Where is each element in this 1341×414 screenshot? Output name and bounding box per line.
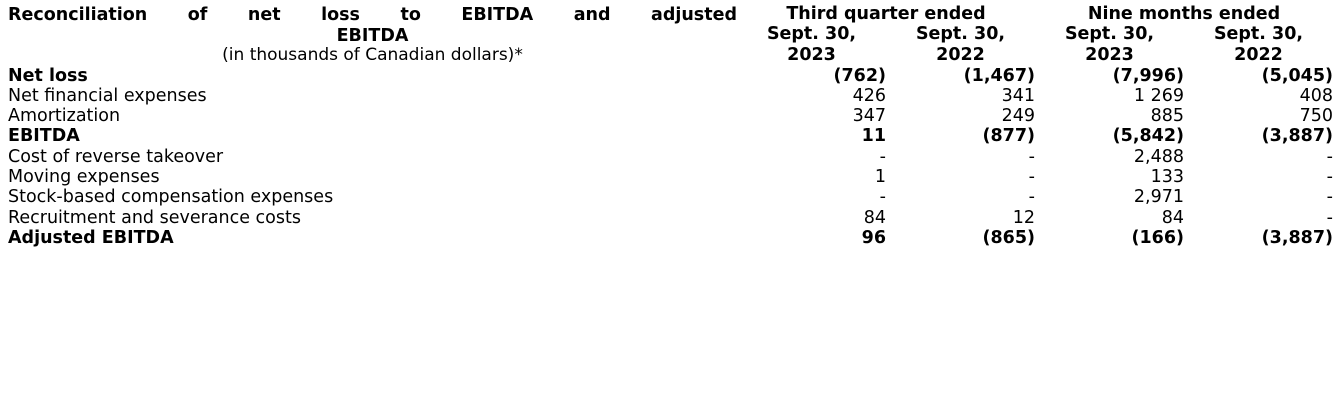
cell-stock-based-compensation-ytd-2022: - <box>1326 187 1333 208</box>
cell-net-loss-q3-2023: (762) <box>833 65 886 86</box>
table-row <box>8 86 1333 106</box>
column-header-ytd-2023 <box>1035 24 1184 65</box>
header-row-groups <box>8 4 1333 24</box>
cell-net-loss-ytd-2023: (7,996) <box>1112 65 1184 86</box>
row-label-net-loss: Net loss <box>8 65 88 86</box>
table-row <box>8 66 1333 86</box>
cell-ebitda-ytd-2022: (3,887) <box>1261 126 1333 147</box>
cell-moving-expenses-ytd-2023: 133 <box>1150 167 1184 188</box>
cell-cost-of-reverse-takeover-ytd-2022: - <box>1326 146 1333 167</box>
table-row <box>8 228 1333 248</box>
column-header-ytd-2022-line1: Sept. 30, <box>1213 24 1304 45</box>
cell-net-financial-expenses-q3-2023: 426 <box>852 85 886 106</box>
column-header-ytd-2022 <box>1184 24 1333 65</box>
column-header-q3-2022-line2: 2022 <box>936 44 985 65</box>
cell-recruitment-severance-q3-2023: 84 <box>863 207 886 228</box>
column-header-ytd-2023-line1: Sept. 30, <box>1064 24 1155 45</box>
cell-recruitment-severance-q3-2022: 12 <box>1012 207 1035 228</box>
table-body <box>8 66 1333 249</box>
column-header-q3-2023-line2: 2023 <box>787 44 836 65</box>
row-label-recruitment-and-severance-costs: Recruitment and severance costs <box>8 207 301 228</box>
cell-adjusted-ebitda-q3-2022: (865) <box>982 227 1035 248</box>
table-row <box>8 126 1333 146</box>
table-header <box>8 4 1333 66</box>
cell-net-financial-expenses-ytd-2022: 408 <box>1299 85 1333 106</box>
cell-net-financial-expenses-q3-2022: 341 <box>1001 85 1035 106</box>
table-row <box>8 147 1333 167</box>
cell-recruitment-severance-ytd-2023: 84 <box>1161 207 1184 228</box>
cell-adjusted-ebitda-q3-2023: 96 <box>861 227 886 248</box>
cell-stock-based-compensation-q3-2023: - <box>879 187 886 208</box>
cell-cost-of-reverse-takeover-q3-2022: - <box>1028 146 1035 167</box>
cell-moving-expenses-q3-2023: 1 <box>874 167 886 188</box>
row-label-amortization: Amortization <box>8 106 121 127</box>
table-title-note: (in thousands of Canadian dollars)* <box>222 44 523 65</box>
cell-moving-expenses-q3-2022: - <box>1028 167 1035 188</box>
cell-cost-of-reverse-takeover-q3-2023: - <box>879 146 886 167</box>
table-title-line2: EBITDA <box>336 25 409 46</box>
cell-amortization-q3-2022: 249 <box>1001 106 1035 127</box>
cell-net-financial-expenses-ytd-2023: 1 269 <box>1133 85 1184 106</box>
cell-adjusted-ebitda-ytd-2023: (166) <box>1131 227 1184 248</box>
cell-ebitda-ytd-2023: (5,842) <box>1112 126 1184 147</box>
table-title-cell <box>8 4 737 66</box>
cell-net-loss-ytd-2022: (5,045) <box>1261 65 1333 86</box>
group-header-nine-months: Nine months ended <box>1087 4 1281 24</box>
cell-moving-expenses-ytd-2022: - <box>1326 167 1333 188</box>
column-header-q3-2023-line1: Sept. 30, <box>766 24 857 45</box>
row-label-ebitda: EBITDA <box>8 126 80 147</box>
reconciliation-table <box>8 4 1333 248</box>
column-header-ytd-2023-line2: 2023 <box>1085 44 1134 65</box>
cell-stock-based-compensation-q3-2022: - <box>1028 187 1035 208</box>
cell-cost-of-reverse-takeover-ytd-2023: 2,488 <box>1133 146 1184 167</box>
cell-ebitda-q3-2023: 11 <box>861 126 886 147</box>
cell-amortization-q3-2023: 347 <box>852 106 886 127</box>
cell-amortization-ytd-2023: 885 <box>1150 106 1184 127</box>
column-header-q3-2023 <box>737 24 886 65</box>
column-header-ytd-2022-line2: 2022 <box>1234 44 1283 65</box>
row-label-adjusted-ebitda: Adjusted EBITDA <box>8 227 174 248</box>
column-header-q3-2022-line1: Sept. 30, <box>915 24 1006 45</box>
table-title-line1: Reconciliation of net loss to EBITDA and adjusted <box>8 5 737 26</box>
table-row <box>8 167 1333 187</box>
table-row <box>8 208 1333 228</box>
row-label-moving-expenses: Moving expenses <box>8 167 160 188</box>
table-row <box>8 106 1333 126</box>
table-row <box>8 187 1333 207</box>
cell-recruitment-severance-ytd-2022: - <box>1326 207 1333 228</box>
row-label-stock-based-compensation-expenses: Stock-based compensation expenses <box>8 187 334 208</box>
cell-stock-based-compensation-ytd-2023: 2,971 <box>1133 187 1184 208</box>
cell-ebitda-q3-2022: (877) <box>982 126 1035 147</box>
column-header-q3-2022 <box>886 24 1035 65</box>
row-label-cost-of-reverse-takeover: Cost of reverse takeover <box>8 146 224 167</box>
cell-amortization-ytd-2022: 750 <box>1299 106 1333 127</box>
cell-net-loss-q3-2022: (1,467) <box>963 65 1035 86</box>
cell-adjusted-ebitda-ytd-2022: (3,887) <box>1261 227 1333 248</box>
group-header-third-quarter: Third quarter ended <box>786 4 986 24</box>
row-label-net-financial-expenses: Net financial expenses <box>8 85 207 106</box>
